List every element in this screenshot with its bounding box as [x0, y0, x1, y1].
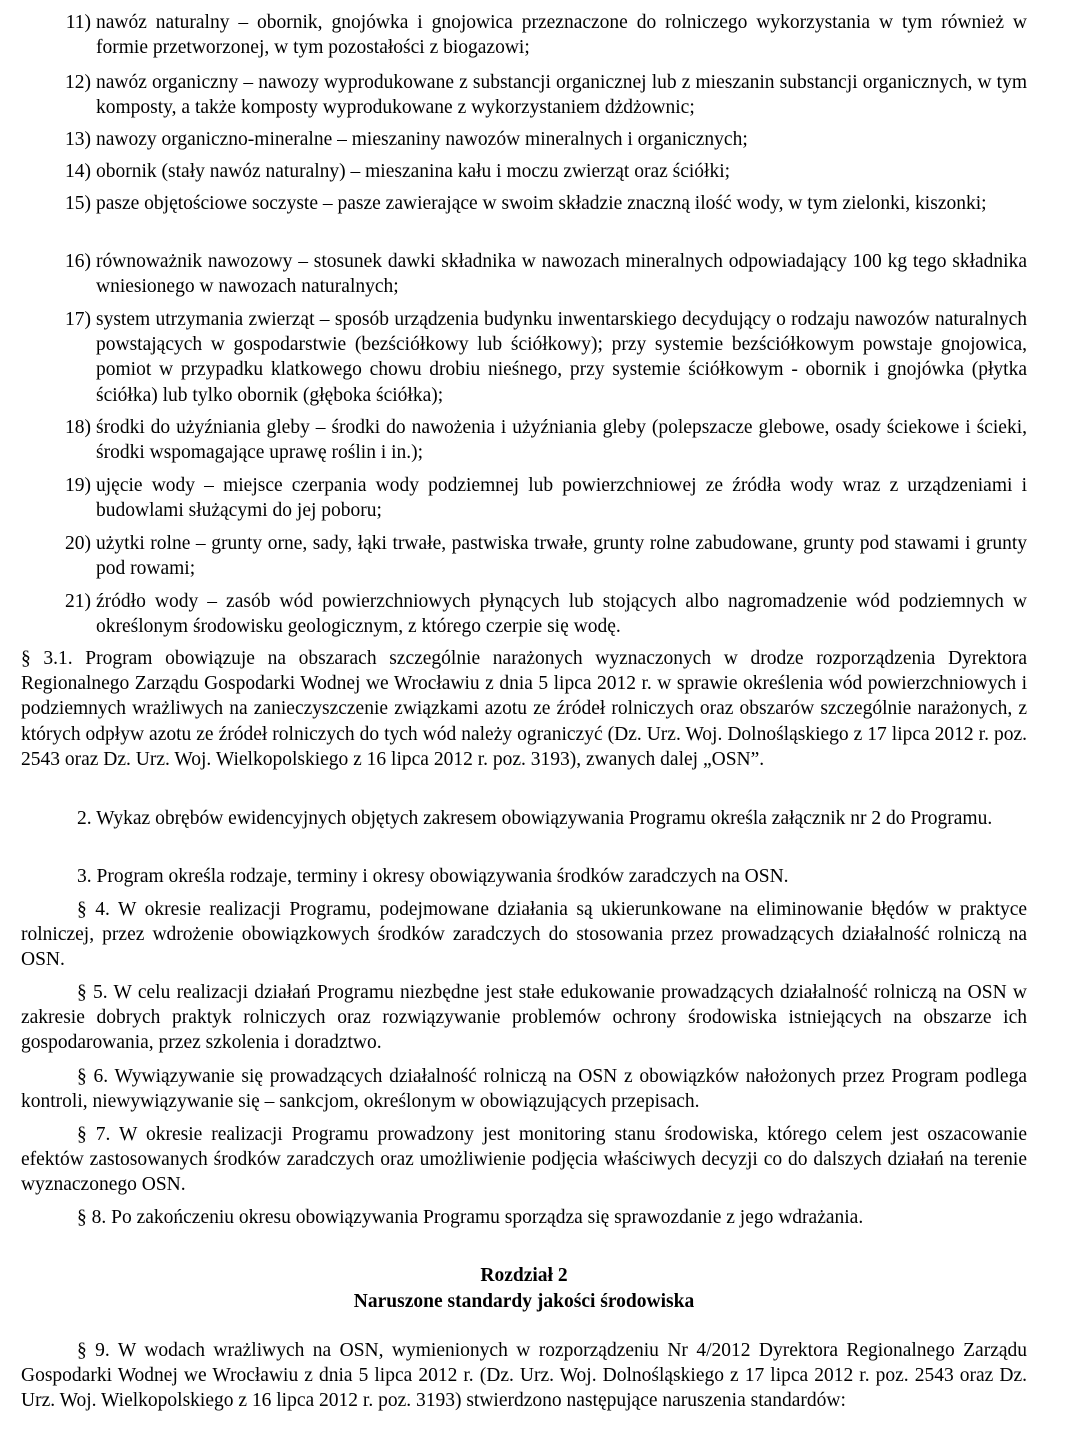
item-text: obornik (stały nawóz naturalny) – mieszanina kału i moczu zwierząt oraz ściółki;: [96, 161, 731, 182]
item-number: 18): [65, 417, 91, 438]
item-text: użytki rolne – grunty orne, sady, łąki trwałe, pastwiska trwałe, grunty rolne zabudowane, grunty pod stawami i grunty pod rowami;: [96, 533, 1027, 580]
item-text: nawozy organiczno-mineralne – mieszaniny nawozów mineralnych i organicznych;: [96, 129, 748, 150]
item-number: 20): [65, 533, 91, 554]
paragraph-3-3: 3. Program określa rodzaje, terminy i okresy obowiązywania środków zaradczych na OSN.: [77, 866, 789, 887]
paragraph-6: § 6. Wywiązywanie się prowadzących działalność rolniczą na OSN z obowiązków nałożonych przez Program podlega kontroli, niewywiązywanie się – sankcjom, określonym w obowiązujących przepisach.: [21, 1066, 1027, 1113]
item-text: ujęcie wody – miejsce czerpania wody podziemnej lub powierzchniowej ze źródła wody wraz z urządzeniami i budowlami służącymi do jej poboru;: [96, 475, 1027, 522]
item-text: źródło wody – zasób wód powierzchniowych płynących lub stojących albo nagromadzenie wód podziemnych w określonym środowisku geologicznym, z którego czerpie się wodę.: [96, 591, 1027, 638]
item-number: 19): [65, 475, 91, 496]
paragraph-3-2: 2. Wykaz obrębów ewidencyjnych objętych zakresem obowiązywania Programu określa załącznik nr 2 do Programu.: [77, 808, 993, 829]
item-number: 21): [65, 591, 91, 612]
item-text: pasze objętościowe soczyste – pasze zawierające w swoim składzie znaczną ilość wody, w tym zielonki, kiszonki;: [96, 193, 987, 214]
item-number: 11): [65, 12, 91, 33]
paragraph-7: § 7. W okresie realizacji Programu prowadzony jest monitoring stanu środowiska, którego celem jest oszacowanie efektów zastosowanych środków zaradczych oraz umożliwienie podjęcia właściwych decyzji co do dalszych działań na terenie wyznaczonego OSN.: [21, 1124, 1027, 1196]
item-number: 17): [65, 309, 91, 330]
item-number: 15): [65, 193, 91, 214]
item-text: system utrzymania zwierząt – sposób urządzenia budynku inwentarskiego decydujący o rodzaju nawozów naturalnych powstających w gospodarstwie (bezściółkowy lub ściółkowy); przy systemie bezściółkowym powstaje gnojowica, pomiot w przypadku klatkowego chowu drobiu nieśnego, przy systemie ściółkowym - obornik i gnojówka (płytka ściółka) lub tylko obornik (głęboka ściółka);: [96, 309, 1027, 406]
item-text: środki do użyźniania gleby – środki do nawożenia i użyźniania gleby (polepszacze glebowe, osady ściekowe i ścieki, środki wspomagające uprawę roślin i in.);: [96, 417, 1027, 464]
item-number: 16): [65, 251, 91, 272]
item-number: 14): [65, 161, 91, 182]
item-number: 12): [65, 72, 91, 93]
paragraph-9: § 9. W wodach wrażliwych na OSN, wymienionych w rozporządzeniu Nr 4/2012 Dyrektora Regionalnego Zarządu Gospodarki Wodnej we Wrocławiu z dnia 5 lipca 2012 r. (Dz. Urz. Woj. Dolnośląskiego z 17 lipca 2012 r. poz. 2543 oraz Dz. Urz. Woj. Wielkopolskiego z 16 lipca 2012 r. poz. 3193) stwierdzono następujące naruszenia standardów:: [21, 1340, 1027, 1412]
paragraph-3-1: § 3.1. Program obowiązuje na obszarach szczególnie narażonych wyznaczonych w drodze rozporządzenia Dyrektora Regionalnego Zarządu Gospodarki Wodnej we Wrocławiu z dnia 5 lipca 2012 r. w sprawie określenia wód powierzchniowych i podziemnych wrażliwych na zanieczyszczenie związkami azotu ze źródeł rolniczych oraz obszarów szczególnie narażonych, z których odpływ azotu ze źródeł rolniczych do tych wód należy ograniczyć (Dz. Urz. Woj. Dolnośląskiego z 17 lipca 2012 r. poz. 2543 oraz Dz. Urz. Woj. Wielkopolskiego z 16 lipca 2012 r. poz. 3193), zwanych dalej „OSN”.: [21, 648, 1027, 770]
item-number: 13): [65, 129, 91, 150]
item-text: nawóz naturalny – obornik, gnojówka i gnojowica przeznaczone do rolniczego wykorzystania w tym również w formie przetworzonej, w tym pozostałości z biogazowi;: [96, 12, 1027, 59]
chapter-title: Naruszone standardy jakości środowiska: [353, 1291, 695, 1312]
paragraph-8: § 8. Po zakończeniu okresu obowiązywania Programu sporządza się sprawozdanie z jego wdrażania.: [77, 1207, 864, 1228]
chapter-label: Rozdział 2: [480, 1265, 568, 1286]
item-text: równoważnik nawozowy – stosunek dawki składnika w nawozach mineralnych odpowiadający 100 kg tego składnika wniesionego w nawozach naturalnych;: [96, 251, 1027, 298]
paragraph-4: § 4. W okresie realizacji Programu, podejmowane działania są ukierunkowane na eliminowanie błędów w praktyce rolniczej, przez wdrożenie obowiązkowych środków zaradczych do stosowania przez prowadzących działalność rolniczą na OSN.: [21, 899, 1027, 971]
item-text: nawóz organiczny – nawozy wyprodukowane z substancji organicznej lub z mieszanin substancji organicznych, w tym komposty, a także komposty wyprodukowane z wykorzystaniem dżdżownic;: [96, 72, 1027, 119]
paragraph-5: § 5. W celu realizacji działań Programu niezbędne jest stałe edukowanie prowadzących działalność rolniczą na OSN w zakresie dobrych praktyk rolniczych oraz rozwiązywanie problemów ochrony środowiska istniejących na obszarze ich gospodarowania, przez szkolenia i doradztwo.: [21, 982, 1027, 1054]
